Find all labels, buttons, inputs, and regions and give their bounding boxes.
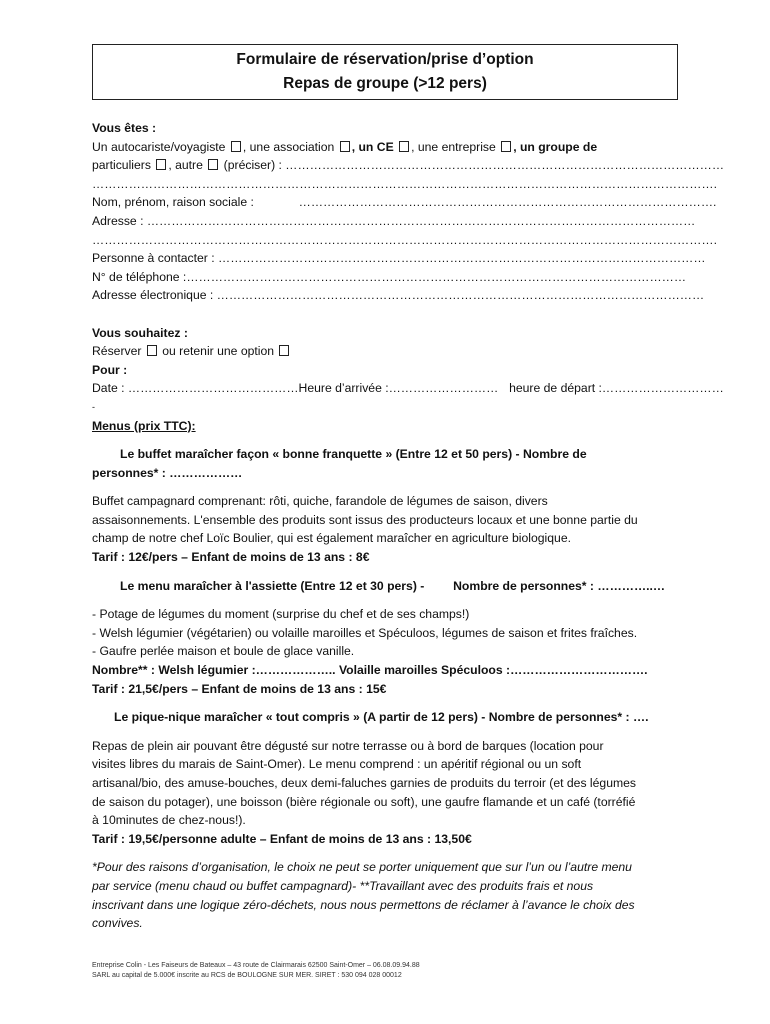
note-line-1: *Pour des raisons d’organisation, le choix ne peut se porter uniquement que sur l’un ou l’autre menu (92, 860, 632, 875)
title-line1: Formulaire de réservation/prise d’option (236, 51, 534, 68)
note-line-3: inscrivant dans une logique zéro-déchets, nous nous permettons de réclamer à l’avance le choix des (92, 897, 635, 912)
opt-autre-label: , autre (168, 158, 203, 173)
page-footer (92, 961, 420, 981)
nom-row (92, 193, 717, 212)
buffet-title: Le buffet maraîcher façon « bonne franquette » (Entre 12 et 50 pers) - Nombre de (120, 447, 587, 462)
telephone-field[interactable]: N° de téléphone :…………………………………………………………………………………………………………… (92, 269, 687, 284)
opt-groupe-label: , un groupe de (513, 139, 598, 154)
nom-label: Nom, prénom, raison sociale : (92, 195, 254, 210)
opt-association-label: , une association (242, 139, 335, 154)
adresse-field[interactable]: Adresse : ……………………………………………………………………………………………………………………… (92, 213, 696, 228)
reserver-label: Réserver (92, 344, 142, 359)
preciser-continuation-field[interactable]: ………………………………………………………………………………………………………………………………………. (92, 176, 717, 191)
form-content (92, 119, 725, 933)
title-line2: Repas de groupe (>12 pers) (283, 75, 487, 92)
pour-heading: Pour : (92, 362, 128, 377)
contact-field[interactable]: Personne à contacter : ………………………………………………………………………………………………………… (92, 251, 706, 266)
buffet-desc-3: champ de notre chef Loïc Boulier, qui est également maraîcher en agriculture biologique. (92, 531, 571, 546)
assiette-title: Le menu maraîcher à l'assiette (Entre 12 et 30 pers) - (120, 578, 425, 593)
buffet-desc-1: Buffet campagnard comprenant: rôti, quiche, farandole de légumes de saison, divers (92, 494, 548, 509)
piquenique-desc-2: visites libres du marais de Saint-Omer). Le menu comprend : un apéritif régional ou un soft (92, 757, 582, 772)
buffet-tarif: Tarif : 12€/pers – Enfant de moins de 13 ans : 8€ (92, 550, 370, 565)
dash-mark: - (92, 401, 95, 412)
buffet-count-field[interactable]: personnes* : ……………… (92, 465, 243, 480)
footer-line-2: SARL au capital de 5.000€ inscrite au RCS de BOULOGNE SUR MER. SIRET : 530 094 028 00012 (92, 972, 402, 979)
piquenique-title[interactable]: Le pique-nique maraîcher « tout compris » (A partir de 12 pers) - Nombre de personnes* : …. (114, 710, 649, 725)
opt-autocariste-label: Un autocariste/voyagiste (92, 139, 226, 154)
identity-heading: Vous êtes : (92, 121, 157, 135)
date-row (92, 379, 724, 398)
identity-options-row2 (92, 156, 725, 175)
retenir-label: ou retenir une option (162, 344, 275, 359)
assiette-count-field[interactable]: Nombre de personnes* : …………..… (453, 578, 666, 593)
autocariste-checkbox[interactable] (231, 141, 241, 152)
assiette-tarif: Tarif : 21,5€/pers – Enfant de moins de 13 ans : 15€ (92, 681, 387, 696)
wish-heading: Vous souhaitez : (92, 325, 188, 340)
buffet-desc-2: assaisonnements. L'ensemble des produits sont issus des producteurs locaux et une bonne partie du (92, 512, 638, 527)
assiette-item-2: - Welsh légumier (végétarien) ou volaille maroilles et Spéculoos, légumes de saison et frites fraîches. (92, 625, 638, 640)
option-checkbox[interactable] (279, 345, 289, 356)
ce-checkbox[interactable] (399, 141, 409, 152)
identity-options-row (92, 138, 682, 157)
opt-particuliers-label: particuliers (92, 158, 151, 173)
note-line-4: convives. (92, 916, 143, 931)
note-line-2: par service (menu chaud ou buffet campagnard)- **Travaillant avec des produits frais et nous (92, 878, 594, 893)
preciser-field[interactable]: (préciser) : ……………………………………………………………………………………………… (223, 158, 725, 173)
email-field[interactable]: Adresse électronique : ………………………………………………………………………………………………………… (92, 288, 705, 303)
entreprise-checkbox[interactable] (501, 141, 511, 152)
adresse-continuation-field[interactable]: ………………………………………………………………………………………………………………………………………. (92, 232, 717, 247)
opt-ce-label: , un CE (351, 139, 394, 154)
footer-line-1: Entreprise Colin - Les Faiseurs de Bateaux – 43 route de Clairmarais 62500 Saint-Omer – 06.08.09.94.88 (92, 962, 420, 969)
nom-field[interactable]: …………………………………………………………………………………………. (298, 195, 717, 210)
assiette-item-1: - Potage de légumes du moment (surprise du chef et de ses champs!) (92, 607, 470, 622)
particuliers-checkbox[interactable] (156, 159, 166, 170)
piquenique-tarif: Tarif : 19,5€/personne adulte – Enfant de moins de 13 ans : 13,50€ (92, 831, 472, 846)
piquenique-desc-1: Repas de plein air pouvant être dégusté sur notre terrasse ou à bord de barques (location pour (92, 738, 604, 753)
assiette-title-row (92, 577, 682, 596)
association-checkbox[interactable] (340, 141, 350, 152)
title-box (92, 44, 678, 100)
piquenique-desc-5: à 10minutes de chez-nous!). (92, 813, 246, 828)
reservation-choice-row (92, 342, 682, 361)
autre-checkbox[interactable] (208, 159, 218, 170)
departure-field[interactable]: heure de départ :………………………… (509, 381, 724, 396)
assiette-item-3: - Gaufre perlée maison et boule de glace vanille. (92, 644, 355, 659)
piquenique-desc-4: de saison du potager), une boisson (bière régionale ou soft), une gaufre flamande et un café (torréfié (92, 794, 636, 809)
menus-heading: Menus (prix TTC): (92, 418, 196, 433)
assiette-count-detail-field[interactable]: Nombre** : Welsh légumier :……………….. Volaille maroilles Spéculoos :……………………………. (92, 663, 648, 678)
reserver-checkbox[interactable] (147, 345, 157, 356)
piquenique-desc-3: artisanal/bio, des amuse-bouches, deux demi-faluches garnies de produits du terroir (et des légumes (92, 776, 636, 790)
date-arrival-field[interactable]: Date : ……………………………………Heure d’arrivée :……………………… (92, 381, 499, 396)
opt-entreprise-label: , une entreprise (411, 139, 496, 154)
